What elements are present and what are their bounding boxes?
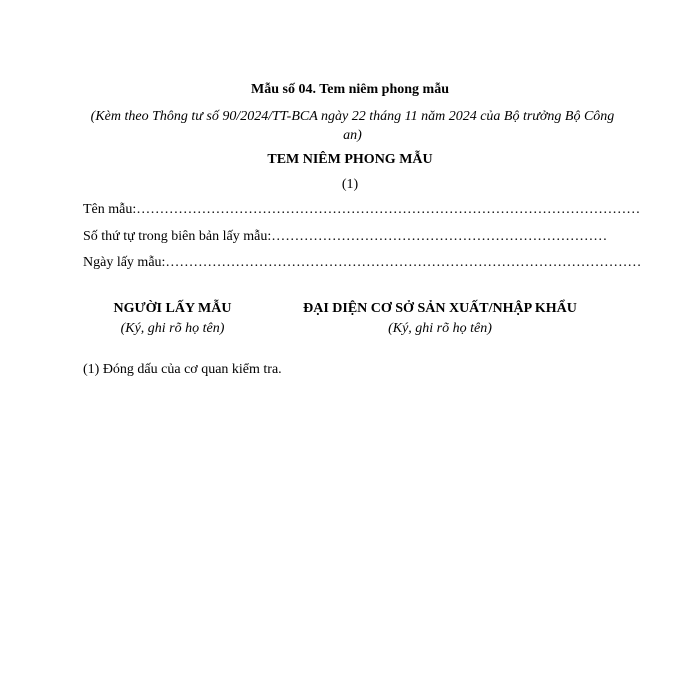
sample-name-field: Tên mẫu:……………………………………………………………………………………………… xyxy=(83,202,641,217)
facility-representative-signature-title: ĐẠI DIỆN CƠ SỞ SẢN XUẤT/NHẬP KHẨU xyxy=(303,301,577,316)
form-number-heading: Mẫu số 04. Tem niêm phong mẫu xyxy=(251,82,449,97)
facility-representative-signature-block xyxy=(285,300,595,338)
legal-reference-subtitle: (Kèm theo Thông tư số 90/2024/TT-BCA ngày 22 tháng 11 năm 2024 của Bộ trưởng Bộ Công an) xyxy=(90,109,615,143)
footnote: (1) Đóng dấu của cơ quan kiểm tra. xyxy=(83,362,282,377)
stamp-note-marker: (1) xyxy=(341,177,359,192)
document-title: TEM NIÊM PHONG MẪU xyxy=(267,152,433,167)
sample-sequence-number-field: Số thứ tự trong biên bản lấy mẫu:……………………………………………………………… xyxy=(83,229,608,244)
facility-representative-signature-hint: (Ký, ghi rõ họ tên) xyxy=(388,321,492,336)
sampling-date-field: Ngày lấy mẫu:………………………………………………………………………………………… xyxy=(83,255,642,270)
sampler-signature-title: NGƯỜI LẤY MẪU xyxy=(113,301,232,316)
sampler-signature-hint: (Ký, ghi rõ họ tên) xyxy=(120,321,225,336)
sampler-signature-block xyxy=(100,300,245,338)
